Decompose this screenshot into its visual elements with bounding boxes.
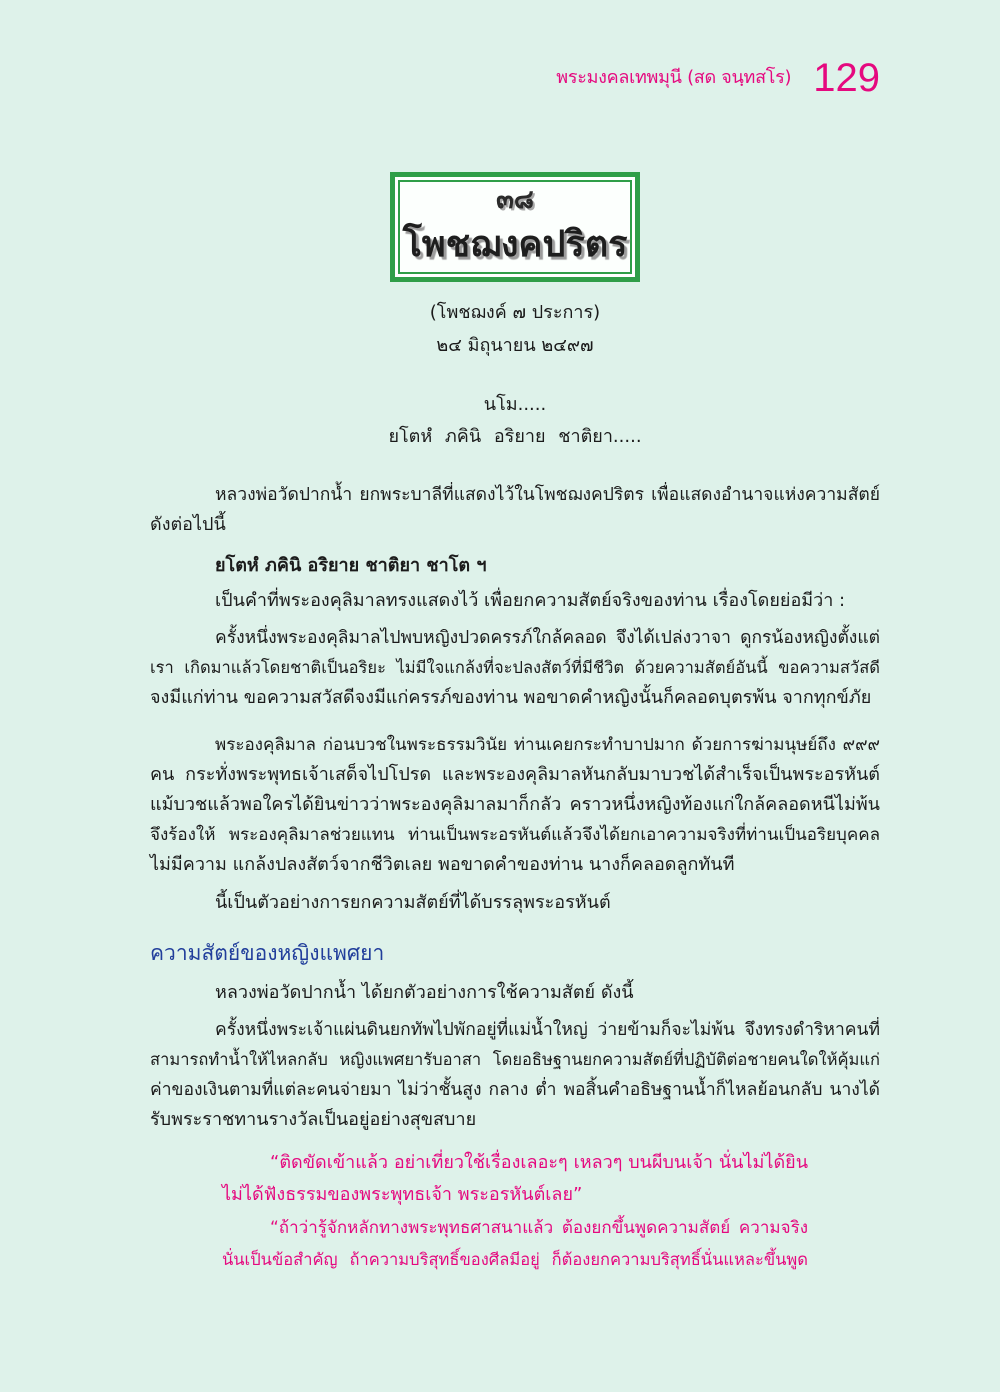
paragraph-line: เรา เกิดมาแล้วโดยชาติเป็นอริยะ ไม่มีใจแกล้งที่จะปลงสัตว์ที่มีชีวิต ด้วยความสัตย์อันนี้ ขอความสวัสดี	[150, 658, 880, 677]
quote-block	[222, 1212, 808, 1276]
paragraph-line: ครั้งหนึ่งพระองคุลิมาลไปพบหญิงปวดครรภ์ใกล้คลอด จึงได้เปล่งวาจา ดูกรน้องหญิงตั้งแต่	[215, 628, 880, 648]
chapter-number: ๓๘	[496, 185, 534, 215]
invocation-block	[150, 389, 880, 453]
chapter-subtitle: (โพชฌงค์ ๗ ประการ)	[429, 302, 601, 323]
quote-line: “ถ้าว่ารู้จักหลักทางพระพุทธศาสนาแล้ว ต้องยกขึ้นพูดความสัตย์ ความจริง	[270, 1218, 808, 1238]
paragraph-line: ไม่มีความ แกล้งปลงสัตว์จากชีวิตเลย พอขาดคำของท่าน นางก็คลอดลูกทันที	[150, 854, 735, 875]
section-intro-paragraph	[150, 978, 880, 1008]
paragraph-line: ค่าของเงินตามที่แต่ละคนจ่ายมา ไม่ว่าชั้นสูง กลาง ต่ำ พอสิ้นคำอธิษฐานน้ำก็ไหลย้อนกลับ นางได้	[150, 1080, 880, 1100]
quote-line: นั่นเป็นข้อสำคัญ ถ้าความบริสุทธิ์ของศีลมีอยู่ ก็ต้องยกความบริสุทธิ์นั่นแหละขึ้นพูด	[222, 1250, 808, 1269]
invocation-verse: ยโตหํ ภคินิ อริยาย ชาติยา.....	[388, 426, 642, 447]
chapter-title-block	[150, 172, 880, 282]
paragraph-line: หลวงพ่อวัดปากน้ำ ได้ยกตัวอย่างการใช้ความสัตย์ ดังนี้	[215, 982, 634, 1003]
conclusion-paragraph	[150, 888, 880, 918]
running-header	[556, 54, 880, 102]
section-story-paragraph	[150, 1015, 880, 1135]
paragraph-line: สามารถทำน้ำให้ไหลกลับ หญิงแพศยารับอาสา โดยอธิษฐานยกความสัตย์ที่ปฏิบัติต่อชายคนใดให้คุ้มแก่	[150, 1050, 880, 1069]
chapter-subtitle-block	[150, 296, 880, 362]
blessing-paragraph	[150, 623, 880, 713]
explanation-paragraph	[150, 586, 880, 616]
intro-paragraph	[150, 480, 880, 540]
paragraph-line: แม้บวชแล้วพอใครได้ยินข่าวว่าพระองคุลิมาลมาก็กลัว คราวหนึ่งหญิงท้องแก่ใกล้คลอดหนีไม่พ้น	[150, 794, 880, 815]
invocation-opening: นโม.....	[483, 394, 547, 415]
chapter-date: ๒๔ มิถุนายน ๒๔๙๗	[436, 335, 594, 356]
background-paragraph	[150, 730, 880, 880]
paragraph-line: จึงร้องให้ พระองคุลิมาลช่วยแทน ท่านเป็นพระอรหันต์แล้วจึงได้ยกเอาความจริงที่ท่านเป็นอริยบุคคล	[150, 825, 880, 845]
paragraph-line: ครั้งหนึ่งพระเจ้าแผ่นดินยกทัพไปพักอยู่ที่แม่น้ำใหญ่ ว่ายข้ามก็จะไม่พ้น จึงทรงดำริหาคนที่	[215, 1020, 880, 1040]
paragraph-line: หลวงพ่อวัดปากน้ำ ยกพระบาลีที่แสดงไว้ในโพชฌงคปริตร เพื่อแสดงอำนาจแห่งความสัตย์	[215, 485, 880, 505]
paragraph-line: รับพระราชทานรางวัลเป็นอยู่อย่างสุขสบาย	[150, 1109, 477, 1130]
paragraph-line: พระองคุลิมาล ก่อนบวชในพระธรรมวินัย ท่านเคยกระทำบาปมาก ด้วยการฆ่ามนุษย์ถึง ๙๙๙	[215, 735, 880, 755]
chapter-title-inner-frame	[398, 180, 632, 274]
page-number: 129	[813, 56, 880, 100]
paragraph-line: คน กระทั่งพระพุทธเจ้าเสด็จไปโปรด และพระองคุลิมาลหันกลับมาบวชได้สำเร็จเป็นพระอรหันต์	[150, 764, 880, 785]
chapter-title-frame	[390, 172, 640, 282]
quote-block	[222, 1147, 808, 1211]
pali-verse: ยโตหํ ภคินิ อริยาย ชาติยา ชาโต ฯ	[215, 555, 487, 576]
section-heading: ความสัตย์ของหญิงแพศยา	[150, 941, 385, 965]
quote-line: ไม่ได้ฟังธรรมของพระพุทธเจ้า พระอรหันต์เลย”	[222, 1184, 583, 1205]
paragraph-line: จงมีแก่ท่าน ขอความสวัสดีจงมีแก่ครรภ์ของท่าน พอขาดคำหญิงนั้นก็คลอดบุตรพ้น จากทุกข์ภัย	[150, 687, 872, 708]
paragraph-line: นี้เป็นตัวอย่างการยกความสัตย์ที่ได้บรรลุพระอรหันต์	[215, 892, 611, 913]
paragraph-line: เป็นคำที่พระองคุลิมาลทรงแสดงไว้ เพื่อยกความสัตย์จริงของท่าน เรื่องโดยย่อมีว่า :	[215, 590, 846, 611]
pali-verse-paragraph	[150, 551, 880, 581]
paragraph-line: ดังต่อไปนี้	[150, 514, 226, 535]
running-title: พระมงคลเทพมุนี (สด จนฺทสโร)	[556, 67, 792, 88]
quote-line: “ติดขัดเข้าแล้ว อย่าเที่ยวใช้เรื่องเลอะๆ เหลวๆ บนผีบนเจ้า นั่นไม่ได้ยิน	[270, 1152, 808, 1173]
chapter-title: โพชฌงคปริตร	[402, 224, 628, 265]
